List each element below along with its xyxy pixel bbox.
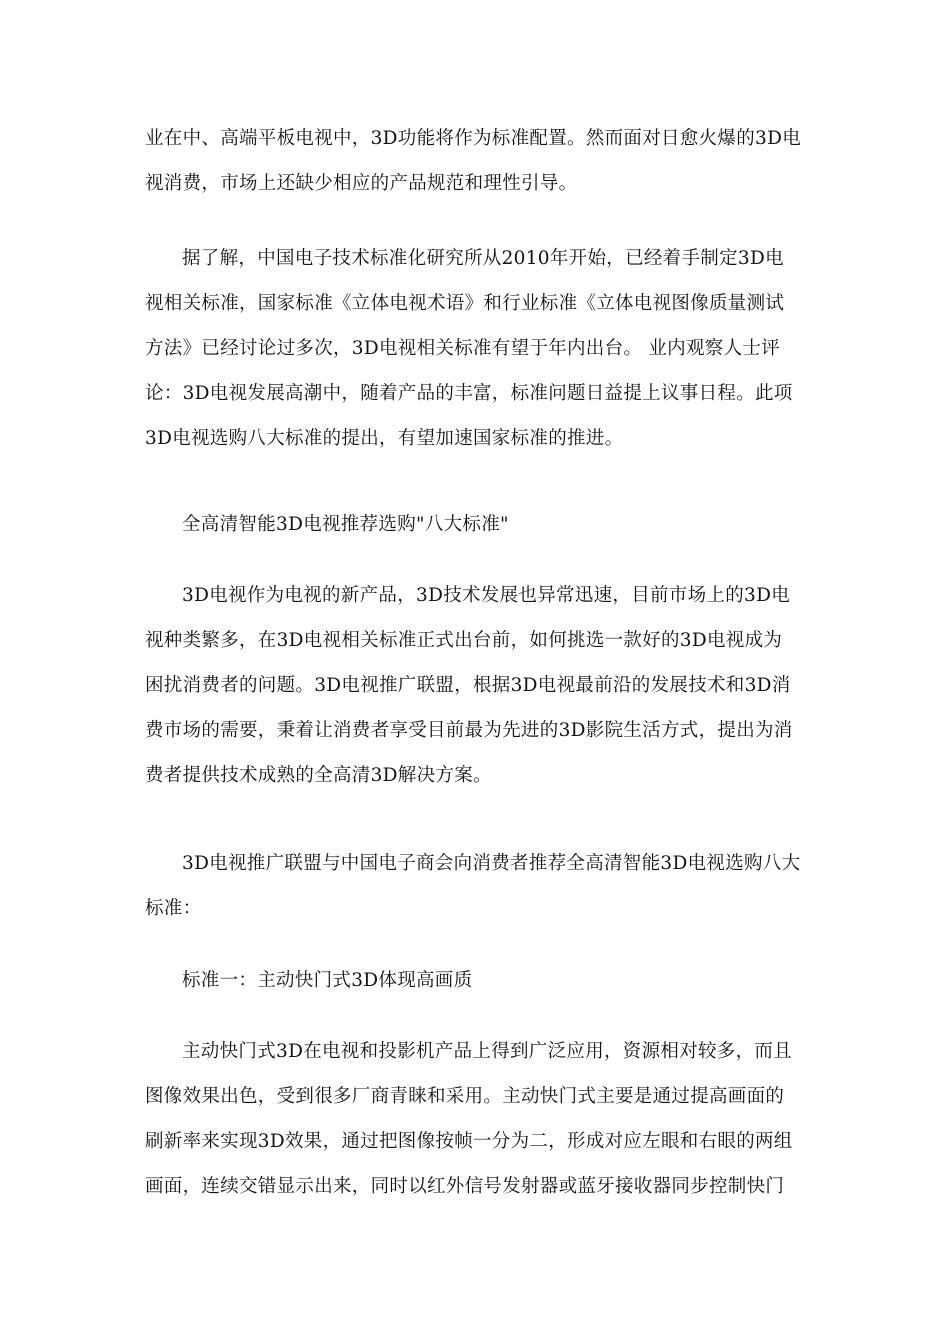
text-line: 费市场的需要，秉着让消费者享受目前最为先进的3D影院生活方式，提出为消: [145, 720, 793, 741]
text-line: 3D电视作为电视的新产品，3D技术发展也异常迅速，目前市场上的3D电: [182, 585, 791, 606]
text-line: 全高清智能3D电视推荐选购"八大标准": [182, 514, 509, 535]
paragraph-5: [145, 1029, 810, 1209]
text-line: 据了解，中国电子技术标准化研究所从2010年开始，已经着手制定3D电: [182, 248, 784, 269]
text-line: 主动快门式3D在电视和投影机产品上得到广泛应用，资源相对较多，而且: [182, 1041, 793, 1062]
text-line: 视相关标准，国家标准《立体电视术语》和行业标准《立体电视图像质量测试: [145, 293, 785, 314]
text-line: 图像效果出色，受到很多厂商青睐和采用。主动快门式主要是通过提高画面的: [145, 1086, 785, 1107]
section-heading-eight-standards: [145, 502, 810, 547]
text-line: 方法》已经讨论过多次，3D电视相关标准有望于年内出台。 业内观察人士评: [145, 338, 780, 359]
text-line: 论：3D电视发展高潮中，随着产品的丰富，标准问题日益提上议事日程。此项: [145, 383, 793, 404]
text-line: 标准一：主动快门式3D体现高画质: [182, 970, 473, 991]
text-line: 困扰消费者的问题。3D电视推广联盟，根据3D电视最前沿的发展技术和3D消: [145, 675, 791, 696]
standard-one-heading: [145, 958, 810, 1003]
text-line: 标准：: [145, 898, 202, 919]
text-line: 3D电视选购八大标准的提出，有望加速国家标准的推进。: [145, 428, 624, 449]
text-line: 画面，连续交错显示出来，同时以红外信号发射器或蓝牙接收器同步控制快门: [145, 1176, 785, 1197]
paragraph-2: [145, 236, 810, 461]
text-line: 视消费，市场上还缺少相应的产品规范和理性引导。: [145, 173, 578, 194]
text-line: 费者提供技术成熟的全高清3D解决方案。: [145, 765, 492, 786]
text-line: 视种类繁多，在3D电视相关标准正式出台前，如何挑选一款好的3D电视成为: [145, 630, 783, 651]
text-line: 3D电视推广联盟与中国电子商会向消费者推荐全高清智能3D电视选购八大: [182, 853, 801, 874]
paragraph-4: [145, 841, 810, 931]
text-line: 业在中、高端平板电视中，3D功能将作为标准配置。然而面对日愈火爆的3D电: [145, 128, 802, 149]
text-line: 刷新率来实现3D效果，通过把图像按帧一分为二，形成对应左眼和右眼的两组: [145, 1131, 793, 1152]
paragraph-3: [145, 573, 810, 798]
paragraph-1: [145, 116, 810, 206]
